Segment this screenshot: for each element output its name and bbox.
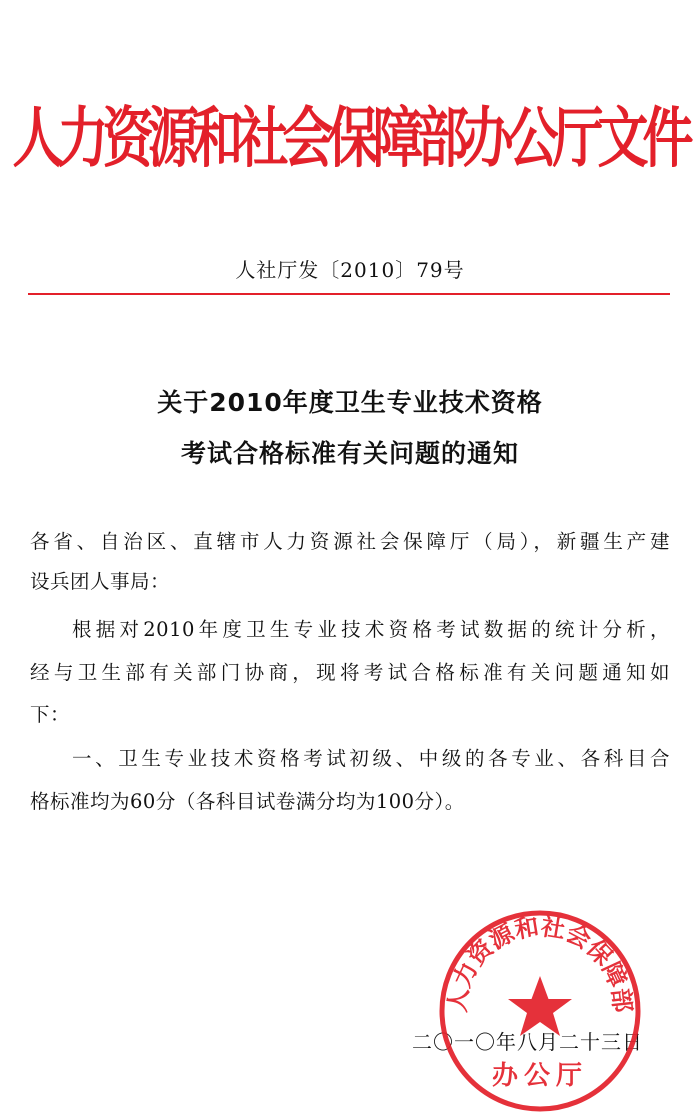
paragraph-2-line-1: 一、卫生专业技术资格考试初级、中级的各专业、各科目合 xyxy=(72,747,670,770)
issue-date: 二〇一〇年八月二十三日 xyxy=(412,1030,643,1054)
notice-title-line-1: 关于2010年度卫生专业技术资格 xyxy=(157,388,543,417)
seal-star-icon xyxy=(508,976,572,1036)
notice-title-line-2: 考试合格标准有关问题的通知 xyxy=(180,439,519,468)
document-header-title: 人力资源和社会保障部办公厅文件 xyxy=(12,101,688,177)
paragraph-1-line-3: 下： xyxy=(30,703,71,726)
paragraph-2-line-2: 格标准均为60分（各科目试卷满分均为100分）。 xyxy=(30,790,465,813)
official-seal xyxy=(437,908,643,1114)
paragraph-1-line-2: 经与卫生部有关部门协商，现将考试合格标准有关问题通知如 xyxy=(30,661,670,684)
recipients-line-1: 各省、自治区、直辖市人力资源社会保障厅（局），新疆生产建 xyxy=(30,530,670,553)
recipients-line-2: 设兵团人事局： xyxy=(30,570,171,593)
paragraph-1-line-1: 根据对2010年度卫生专业技术资格考试数据的统计分析， xyxy=(72,618,670,641)
seal-bottom-text: 办公厅 xyxy=(491,1061,589,1091)
seal-arc-text: 人力资源和社会保障部 xyxy=(443,912,637,1014)
red-divider-line xyxy=(28,293,670,295)
document-number: 人社厅发〔2010〕79号 xyxy=(235,258,465,282)
